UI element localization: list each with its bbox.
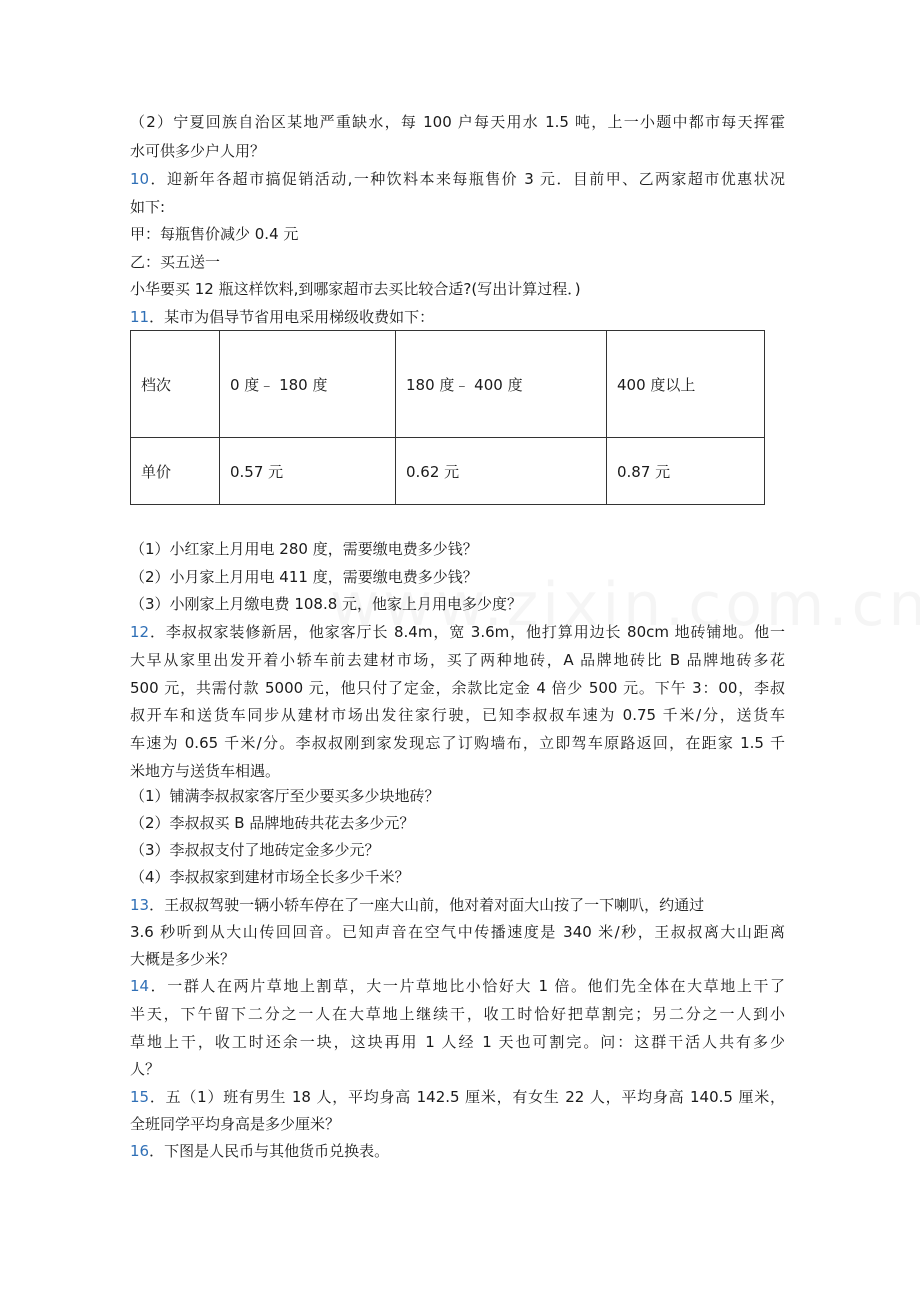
text-line [130, 867, 410, 887]
question-number: 13 [130, 896, 150, 914]
text-line [130, 141, 265, 161]
question-number: 11 [130, 308, 150, 326]
line-text: ．迎新年各超市搞促销活动,一种饮料本来每瓶售价 3 元．目前甲、乙两家超市优惠状况 [149, 170, 785, 188]
text-line [130, 650, 785, 670]
question-line [130, 169, 785, 189]
text-line [130, 678, 785, 698]
question-number: 10 [130, 170, 150, 188]
text-line [130, 922, 785, 942]
line-text: 人？ [130, 1060, 161, 1078]
table-cell: 180 度﹣ 400 度 [396, 331, 607, 438]
table-cell: 档次 [131, 331, 220, 438]
question-number: 14 [130, 977, 150, 995]
table-row [131, 438, 765, 505]
line-text: ．五（1）班有男生 18 人，平均身高 142.5 厘米，有女生 22 人，平均身高 140.5 厘米， [149, 1088, 785, 1106]
text-line [130, 112, 785, 132]
line-text: （1）铺满李叔叔家客厅至少要买多少块地砖？ [130, 787, 440, 805]
question-line [130, 976, 785, 996]
line-text: ．某市为倡导节省用电采用梯级收费如下： [149, 308, 435, 326]
line-text: ．一群人在两片草地上割草，大一片草地比小恰好大 1 倍。他们先全体在大草地上干了 [149, 977, 785, 995]
question-line [130, 895, 704, 915]
line-text: 大早从家里出发开着小轿车前去建材市场，买了两种地砖，A 品牌地砖比 B 品牌地砖多花 [130, 651, 785, 669]
table-cell: 0.87 元 [607, 438, 765, 505]
question-number: 15 [130, 1088, 150, 1106]
question-number: 16 [130, 1142, 150, 1160]
text-line [130, 252, 220, 272]
text-line [130, 705, 785, 725]
line-text: （1）小红家上月用电 280 度，需要缴电费多少钱？ [130, 540, 478, 558]
line-text: （2）李叔叔买 B 品牌地砖共花去多少元？ [130, 814, 415, 832]
line-text: 米地方与送货车相遇。 [130, 762, 281, 780]
line-text: 小华要买 12 瓶这样饮料,到哪家超市去买比较合适?(写出计算过程．) [130, 280, 581, 298]
text-line [130, 949, 235, 969]
text-line [130, 761, 280, 781]
line-text: （3）李叔叔支付了地砖定金多少元？ [130, 841, 380, 859]
line-text: 如下: [130, 198, 166, 216]
line-text: 车速为 0.65 千米/分。李叔叔刚到家发现忘了订购墙布，立即驾车原路返回，在距家 1.5 千 [130, 734, 785, 752]
text-line [130, 786, 440, 806]
text-line [130, 224, 298, 244]
line-text: 草地上干，收工时还余一块，这块再用 1 人经 1 天也可割完。问：这群干活人共有多少 [130, 1033, 785, 1051]
table-cell: 0 度﹣ 180 度 [220, 331, 396, 438]
text-line [130, 1059, 160, 1079]
text-line [130, 197, 165, 217]
line-text: 叔开车和送货车同步从建材市场出发往家行驶，已知李叔叔车速为 0.75 千米/分，送货车 [130, 706, 785, 724]
line-text: ．李叔叔家装修新居，他家客厅长 8.4m，宽 3.6m，他打算用边长 80cm 地砖铺地。他一 [149, 623, 785, 641]
line-text: 500 元，共需付款 5000 元，他只付了定金，余款比定金 4 倍少 500 元。下午 3：00，李叔 [130, 679, 785, 697]
question-number: 12 [130, 623, 150, 641]
question-line [130, 1087, 785, 1107]
table-row [131, 331, 765, 438]
text-line [130, 813, 414, 833]
watermark [330, 570, 920, 640]
line-text: 全班同学平均身高是多少厘米？ [130, 1115, 341, 1133]
question-line [130, 1141, 389, 1161]
text-line [130, 733, 785, 753]
table-cell: 0.62 元 [396, 438, 607, 505]
text-line [130, 1004, 785, 1024]
text-line [130, 539, 478, 559]
line-text: 大概是多少米？ [130, 950, 236, 968]
table-cell: 0.57 元 [220, 438, 396, 505]
text-line [130, 840, 380, 860]
line-text: （4）李叔叔家到建材市场全长多少千米？ [130, 868, 410, 886]
electricity-fee-table [130, 330, 765, 505]
text-line [130, 1032, 785, 1052]
line-text: （3）小刚家上月缴电费 108.8 元，他家上月用电多少度？ [130, 595, 523, 613]
line-text: 3.6 秒听到从大山传回回音。已知声音在空气中传播速度是 340 米/秒，王叔叔离大山距离 [130, 923, 785, 941]
line-text: （2）小月家上月用电 411 度，需要缴电费多少钱？ [130, 568, 478, 586]
text-line [130, 1114, 340, 1134]
line-text: （2）宁夏回族自治区某地严重缺水，每 100 户每天用水 1.5 吨，上一小题中都市每天挥霍 [130, 113, 785, 131]
line-text: 甲：每瓶售价减少 0.4 元 [130, 225, 299, 243]
line-text: 水可供多少户人用？ [130, 142, 266, 160]
question-line [130, 307, 434, 327]
line-text: ．下图是人民币与其他货币兑换表。 [149, 1142, 390, 1160]
line-text: 半天，下午留下二分之一人在大草地上继续干，收工时恰好把草割完；另二分之一人到小 [130, 1005, 785, 1023]
text-line [130, 279, 581, 299]
table-cell: 单价 [131, 438, 220, 505]
line-text: 乙：买五送一 [130, 253, 221, 271]
line-text: ．王叔叔驾驶一辆小轿车停在了一座大山前，他对着对面大山按了一下喇叭，约通过 [149, 896, 705, 914]
table-cell: 400 度以上 [607, 331, 765, 438]
